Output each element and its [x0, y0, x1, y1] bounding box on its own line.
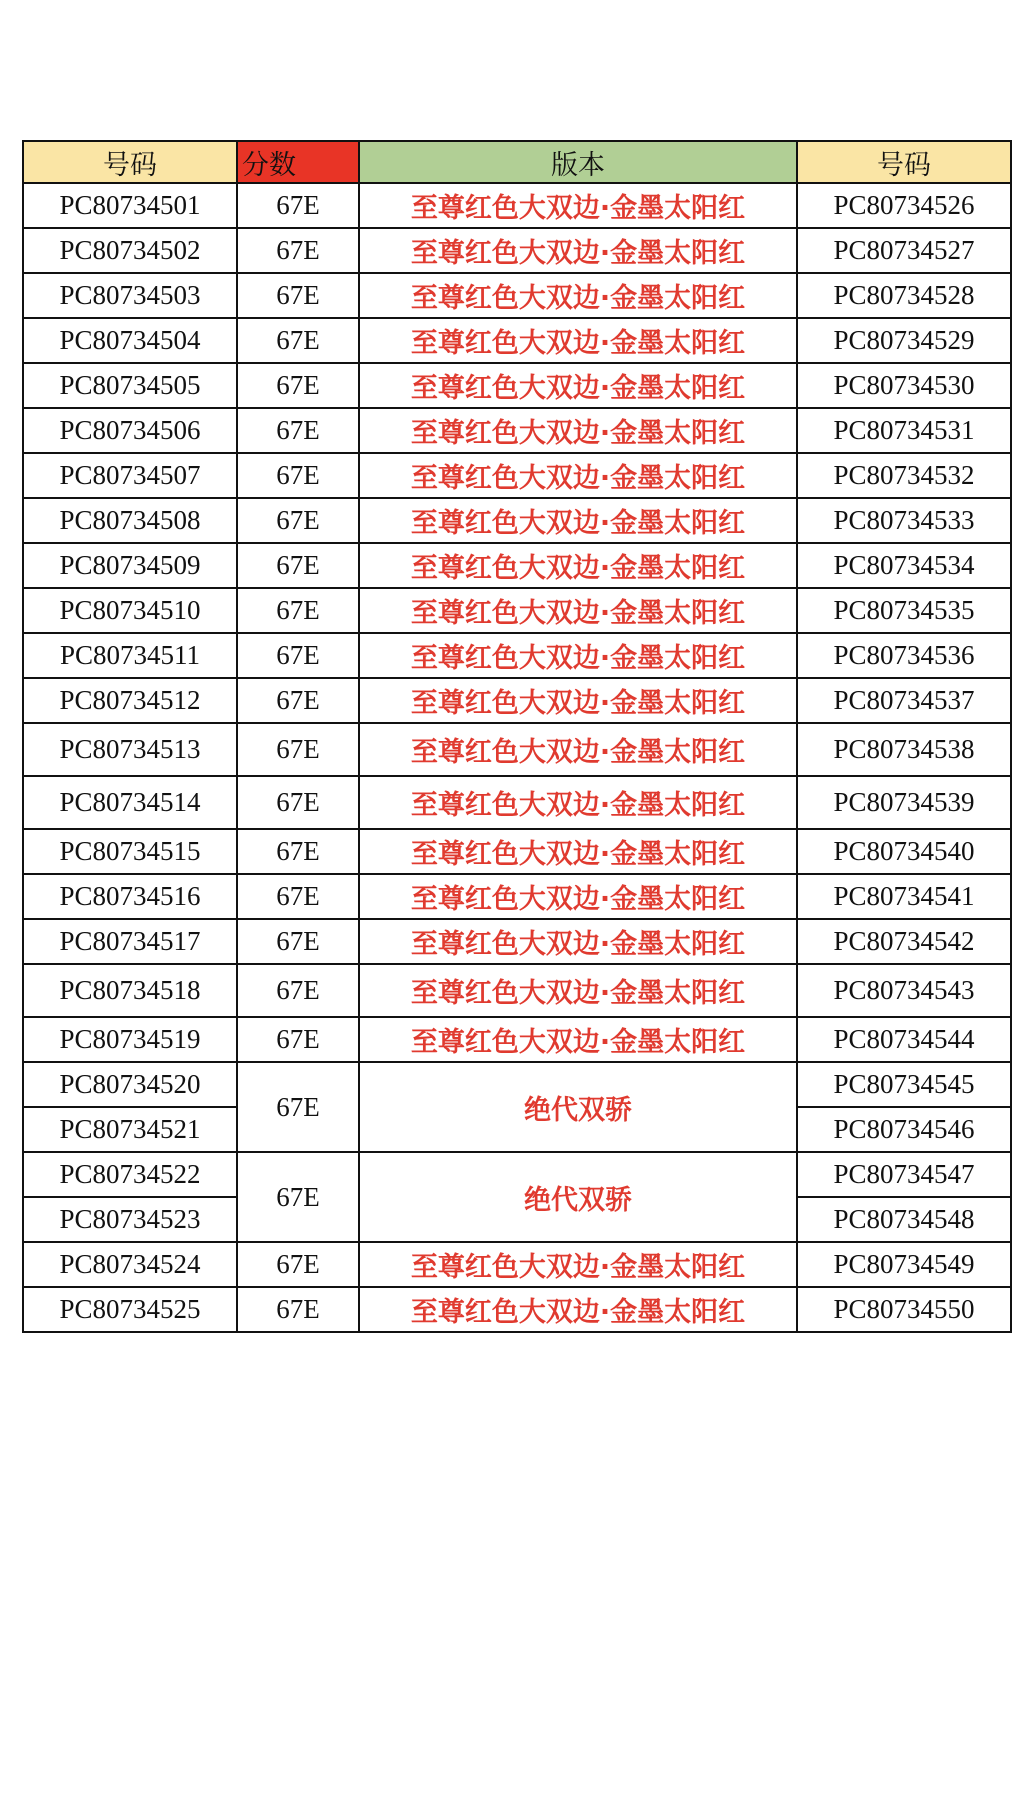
- cell-version[interactable]: 至尊红色大双边·金墨太阳红: [359, 273, 797, 318]
- cell-version-merged[interactable]: 绝代双骄: [359, 1152, 797, 1242]
- cell-version[interactable]: 至尊红色大双边·金墨太阳红: [359, 588, 797, 633]
- table-row: [23, 829, 1012, 874]
- cell-score[interactable]: 67E: [237, 1017, 359, 1062]
- cell-number-2[interactable]: PC80734540: [797, 829, 1011, 874]
- cell-score[interactable]: 67E: [237, 829, 359, 874]
- table-row: [23, 453, 1012, 498]
- cell-version[interactable]: 至尊红色大双边·金墨太阳红: [359, 1017, 797, 1062]
- cell-score[interactable]: 67E: [237, 453, 359, 498]
- cell-number-2[interactable]: PC80734550: [797, 1287, 1011, 1332]
- table-row: [23, 633, 1012, 678]
- cell-number[interactable]: PC80734520: [23, 1062, 237, 1107]
- cell-version[interactable]: 至尊红色大双边·金墨太阳红: [359, 318, 797, 363]
- cell-score[interactable]: 67E: [237, 408, 359, 453]
- table-row: [23, 408, 1012, 453]
- cell-score-merged[interactable]: 67E: [237, 1152, 359, 1242]
- header-number[interactable]: 号码: [23, 141, 237, 183]
- cell-number-2[interactable]: PC80734548: [797, 1197, 1011, 1242]
- table-row: [23, 1287, 1012, 1332]
- table-row: [23, 964, 1012, 1017]
- cell-version[interactable]: 至尊红色大双边·金墨太阳红: [359, 633, 797, 678]
- cell-number-2[interactable]: PC80734544: [797, 1017, 1011, 1062]
- cell-number-2[interactable]: PC80734532: [797, 453, 1011, 498]
- cell-score[interactable]: 67E: [237, 776, 359, 829]
- cell-number-2[interactable]: PC80734547: [797, 1152, 1011, 1197]
- cell-number[interactable]: PC80734514: [23, 776, 237, 829]
- cell-number-2[interactable]: PC80734529: [797, 318, 1011, 363]
- cell-number[interactable]: PC80734523: [23, 1197, 237, 1242]
- cell-number[interactable]: PC80734522: [23, 1152, 237, 1197]
- cell-version[interactable]: 至尊红色大双边·金墨太阳红: [359, 408, 797, 453]
- cell-number[interactable]: PC80734503: [23, 273, 237, 318]
- cell-number-2[interactable]: PC80734535: [797, 588, 1011, 633]
- cell-version[interactable]: 至尊红色大双边·金墨太阳红: [359, 723, 797, 776]
- table-row: [23, 776, 1012, 829]
- cell-number[interactable]: PC80734524: [23, 1242, 237, 1287]
- cell-version-merged[interactable]: 绝代双骄: [359, 1062, 797, 1152]
- cell-version[interactable]: 至尊红色大双边·金墨太阳红: [359, 1287, 797, 1332]
- table-row: [23, 318, 1012, 363]
- table-row: [23, 543, 1012, 588]
- cell-score[interactable]: 67E: [237, 919, 359, 964]
- cell-number[interactable]: PC80734513: [23, 723, 237, 776]
- table-row: [23, 183, 1012, 228]
- cell-number-2[interactable]: PC80734526: [797, 183, 1011, 228]
- card-table: [22, 140, 1012, 1333]
- cell-number-2[interactable]: PC80734549: [797, 1242, 1011, 1287]
- table-row: [23, 228, 1012, 273]
- table-row: [23, 273, 1012, 318]
- table-row: [23, 1152, 1012, 1197]
- cell-version[interactable]: 至尊红色大双边·金墨太阳红: [359, 543, 797, 588]
- cell-score[interactable]: 67E: [237, 183, 359, 228]
- cell-number-2[interactable]: PC80734546: [797, 1107, 1011, 1152]
- table-row: [23, 1017, 1012, 1062]
- cell-number-2[interactable]: PC80734530: [797, 363, 1011, 408]
- header-version[interactable]: 版本: [359, 141, 797, 183]
- cell-score-merged[interactable]: 67E: [237, 1062, 359, 1152]
- cell-number[interactable]: PC80734505: [23, 363, 237, 408]
- table-row: [23, 919, 1012, 964]
- cell-number[interactable]: PC80734511: [23, 633, 237, 678]
- cell-score[interactable]: 67E: [237, 723, 359, 776]
- table-row: [23, 874, 1012, 919]
- table-row: [23, 363, 1012, 408]
- cell-number-2[interactable]: PC80734534: [797, 543, 1011, 588]
- cell-number-2[interactable]: PC80734542: [797, 919, 1011, 964]
- cell-number[interactable]: PC80734525: [23, 1287, 237, 1332]
- cell-version[interactable]: 至尊红色大双边·金墨太阳红: [359, 453, 797, 498]
- cell-score[interactable]: 67E: [237, 228, 359, 273]
- cell-score[interactable]: 67E: [237, 1242, 359, 1287]
- cell-score[interactable]: 67E: [237, 363, 359, 408]
- cell-version[interactable]: 至尊红色大双边·金墨太阳红: [359, 919, 797, 964]
- cell-number[interactable]: PC80734509: [23, 543, 237, 588]
- cell-number[interactable]: PC80734515: [23, 829, 237, 874]
- cell-score[interactable]: 67E: [237, 678, 359, 723]
- cell-number-2[interactable]: PC80734539: [797, 776, 1011, 829]
- cell-version[interactable]: 至尊红色大双边·金墨太阳红: [359, 776, 797, 829]
- cell-version[interactable]: 至尊红色大双边·金墨太阳红: [359, 829, 797, 874]
- cell-score[interactable]: 67E: [237, 633, 359, 678]
- cell-score[interactable]: 67E: [237, 1287, 359, 1332]
- cell-number-2[interactable]: PC80734527: [797, 228, 1011, 273]
- cell-version[interactable]: 至尊红色大双边·金墨太阳红: [359, 964, 797, 1017]
- header-number-2[interactable]: 号码: [797, 141, 1011, 183]
- cell-number-2[interactable]: PC80734528: [797, 273, 1011, 318]
- cell-version[interactable]: 至尊红色大双边·金墨太阳红: [359, 498, 797, 543]
- cell-number-2[interactable]: PC80734541: [797, 874, 1011, 919]
- cell-score[interactable]: 67E: [237, 874, 359, 919]
- table-row: [23, 498, 1012, 543]
- cell-version[interactable]: 至尊红色大双边·金墨太阳红: [359, 1242, 797, 1287]
- cell-number[interactable]: PC80734507: [23, 453, 237, 498]
- spreadsheet: [22, 140, 1012, 1333]
- cell-number[interactable]: PC80734506: [23, 408, 237, 453]
- cell-number[interactable]: PC80734521: [23, 1107, 237, 1152]
- cell-number[interactable]: PC80734501: [23, 183, 237, 228]
- cell-score[interactable]: 67E: [237, 498, 359, 543]
- table-row: [23, 588, 1012, 633]
- cell-score[interactable]: 67E: [237, 543, 359, 588]
- cell-score[interactable]: 67E: [237, 273, 359, 318]
- table-row: [23, 723, 1012, 776]
- cell-number[interactable]: PC80734504: [23, 318, 237, 363]
- cell-version[interactable]: 至尊红色大双边·金墨太阳红: [359, 678, 797, 723]
- cell-number[interactable]: PC80734518: [23, 964, 237, 1017]
- cell-number-2[interactable]: PC80734533: [797, 498, 1011, 543]
- cell-number[interactable]: PC80734519: [23, 1017, 237, 1062]
- cell-score[interactable]: 67E: [237, 588, 359, 633]
- cell-number-2[interactable]: PC80734545: [797, 1062, 1011, 1107]
- cell-version[interactable]: 至尊红色大双边·金墨太阳红: [359, 874, 797, 919]
- cell-number-2[interactable]: PC80734531: [797, 408, 1011, 453]
- cell-version[interactable]: 至尊红色大双边·金墨太阳红: [359, 183, 797, 228]
- table-row: [23, 1242, 1012, 1287]
- cell-score[interactable]: 67E: [237, 318, 359, 363]
- cell-number[interactable]: PC80734517: [23, 919, 237, 964]
- cell-number-2[interactable]: PC80734536: [797, 633, 1011, 678]
- cell-number[interactable]: PC80734516: [23, 874, 237, 919]
- cell-number-2[interactable]: PC80734537: [797, 678, 1011, 723]
- cell-number-2[interactable]: PC80734543: [797, 964, 1011, 1017]
- cell-number[interactable]: PC80734502: [23, 228, 237, 273]
- cell-score[interactable]: 67E: [237, 964, 359, 1017]
- cell-number[interactable]: PC80734510: [23, 588, 237, 633]
- header-row: [23, 141, 1012, 183]
- cell-version[interactable]: 至尊红色大双边·金墨太阳红: [359, 363, 797, 408]
- cell-version[interactable]: 至尊红色大双边·金墨太阳红: [359, 228, 797, 273]
- cell-number[interactable]: PC80734512: [23, 678, 237, 723]
- cell-number-2[interactable]: PC80734538: [797, 723, 1011, 776]
- table-row: [23, 678, 1012, 723]
- cell-number[interactable]: PC80734508: [23, 498, 237, 543]
- table-row: [23, 1062, 1012, 1107]
- header-score[interactable]: 分数: [237, 141, 359, 183]
